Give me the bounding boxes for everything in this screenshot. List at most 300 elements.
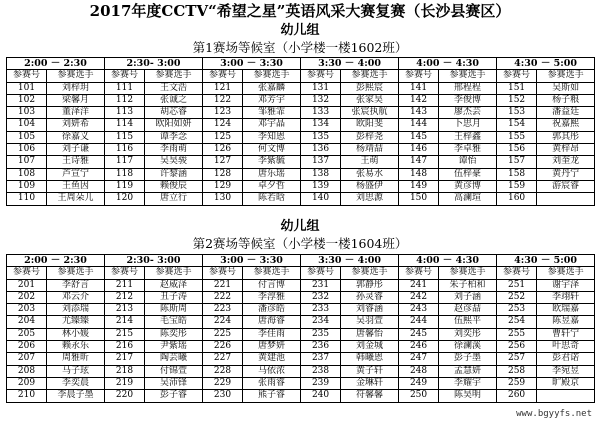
- contestant-number: 236: [301, 341, 341, 353]
- contestant-number: 202: [7, 291, 47, 303]
- contestant-number: 150: [399, 193, 439, 205]
- contestant-number: 252: [497, 291, 537, 303]
- number-column-header: 参赛号: [7, 267, 47, 279]
- contestant-name: 廖杰芸: [439, 107, 497, 119]
- contestant-number: 228: [203, 365, 243, 377]
- time-slot-header: 2:00 － 2:30: [7, 255, 105, 267]
- contestant-number: 215: [105, 328, 145, 340]
- schedule-table-1: [6, 57, 595, 206]
- contestant-name: 邢程程: [439, 82, 497, 94]
- contestant-name: 伍熙平: [439, 316, 497, 328]
- contestant-number: 255: [497, 328, 537, 340]
- contestant-number: 118: [105, 168, 145, 180]
- number-column-header: 参赛号: [497, 267, 537, 279]
- contestant-name: 赵彦喆: [439, 304, 497, 316]
- name-column-header: 参赛选手: [537, 70, 595, 82]
- table-row: [7, 131, 595, 143]
- group-heading-1: 幼儿组: [280, 23, 320, 38]
- contestant-name: 吴昊骏: [145, 156, 203, 168]
- contestant-name: 刘添瑞: [47, 304, 105, 316]
- contestant-number: 152: [497, 94, 537, 106]
- table-row: [7, 82, 595, 94]
- name-column-header: 参赛选手: [439, 70, 497, 82]
- contestant-number: 212: [105, 291, 145, 303]
- number-column-header: 参赛号: [301, 267, 341, 279]
- name-column-header: 参赛选手: [341, 70, 399, 82]
- time-slot-header: 4:30 － 5:00: [497, 255, 595, 267]
- table-row: [7, 353, 595, 365]
- table-row: [7, 156, 595, 168]
- number-column-header: 参赛号: [301, 70, 341, 82]
- name-column-header: 参赛选手: [145, 70, 203, 82]
- name-column-header: 参赛选手: [145, 267, 203, 279]
- contestant-number: 258: [497, 365, 537, 377]
- contestant-number: 207: [7, 353, 47, 365]
- contestant-number: 104: [7, 119, 47, 131]
- contestant-name: 李俊博: [439, 94, 497, 106]
- contestant-name: [537, 390, 595, 402]
- contestant-name: 李翊轩: [537, 291, 595, 303]
- time-slot-header: 2:30- 3:00: [105, 58, 203, 70]
- contestant-number: 155: [497, 131, 537, 143]
- contestant-number: 130: [203, 193, 243, 205]
- contestant-number: 209: [7, 377, 47, 389]
- contestant-name: 李晨子墨: [47, 390, 105, 402]
- contestant-name: 王周朵儿: [47, 193, 105, 205]
- contestant-number: 205: [7, 328, 47, 340]
- group-heading-2: 幼儿组: [280, 219, 320, 234]
- table-row: [7, 365, 595, 377]
- contestant-number: 234: [301, 316, 341, 328]
- contestant-number: 230: [203, 390, 243, 402]
- contestant-name: 陶芸曦: [145, 353, 203, 365]
- contestant-number: 248: [399, 365, 439, 377]
- contestant-name: 张雨睿: [243, 377, 301, 389]
- table-row: [7, 144, 595, 156]
- contestant-name: 马子玹: [47, 365, 105, 377]
- table-row: [7, 341, 595, 353]
- column-header-row: [7, 70, 595, 82]
- contestant-number: 140: [301, 193, 341, 205]
- contestant-name: 周雅昕: [47, 353, 105, 365]
- name-column-header: 参赛选手: [243, 267, 301, 279]
- contestant-name: 张家昊: [341, 94, 399, 106]
- contestant-number: 141: [399, 82, 439, 94]
- contestant-name: 潘益廷: [537, 107, 595, 119]
- contestant-number: 116: [105, 144, 145, 156]
- contestant-name: 孟慧妍: [439, 365, 497, 377]
- contestant-name: 卓夕哲: [243, 180, 301, 192]
- contestant-name: 唐梦妍: [243, 341, 301, 353]
- contestant-number: 235: [301, 328, 341, 340]
- name-column-header: 参赛选手: [47, 267, 105, 279]
- room-heading-1: 第1赛场等候室（小学楼一楼1602班）: [192, 40, 408, 55]
- contestant-number: 216: [105, 341, 145, 353]
- contestant-number: 226: [203, 341, 243, 353]
- contestant-number: 114: [105, 119, 145, 131]
- contestant-name: 付言博: [243, 279, 301, 291]
- time-slot-header: 2:00 － 2:30: [7, 58, 105, 70]
- contestant-name: 李淳雅: [243, 291, 301, 303]
- contestant-name: 唐馨怡: [341, 328, 399, 340]
- contestant-number: 245: [399, 328, 439, 340]
- contestant-number: 204: [7, 316, 47, 328]
- name-column-header: 参赛选手: [47, 70, 105, 82]
- contestant-name: 付锦萱: [145, 365, 203, 377]
- contestant-number: 133: [301, 107, 341, 119]
- contestant-name: 杨盛伊: [341, 180, 399, 192]
- contestant-name: 郭其彤: [537, 131, 595, 143]
- name-column-header: 参赛选手: [243, 70, 301, 82]
- contestant-name: 刘金城: [341, 341, 399, 353]
- contestant-number: 106: [7, 144, 47, 156]
- contestant-number: 219: [105, 377, 145, 389]
- contestant-name: 杨子粮: [537, 94, 595, 106]
- contestant-number: 129: [203, 180, 243, 192]
- time-slot-header: 4:00 － 4:30: [399, 255, 497, 267]
- contestant-number: 243: [399, 304, 439, 316]
- contestant-number: 214: [105, 316, 145, 328]
- contestant-number: 102: [7, 94, 47, 106]
- contestant-name: 刘子涵: [439, 291, 497, 303]
- contestant-number: 139: [301, 180, 341, 192]
- contestant-number: 131: [301, 82, 341, 94]
- number-column-header: 参赛号: [105, 70, 145, 82]
- contestant-name: 欧瑞嘉: [537, 304, 595, 316]
- contestant-number: 159: [497, 180, 537, 192]
- contestant-name: 王梓鑫: [439, 131, 497, 143]
- contestant-number: 240: [301, 390, 341, 402]
- contestant-number: 220: [105, 390, 145, 402]
- contestant-name: 林小媛: [47, 328, 105, 340]
- contestant-name: 李紫毓: [243, 156, 301, 168]
- contestant-name: 吴斯如: [537, 82, 595, 94]
- contestant-name: 何文博: [243, 144, 301, 156]
- contestant-name: 张诚之: [145, 94, 203, 106]
- table-row: [7, 107, 595, 119]
- contestant-name: 胡芯睿: [145, 107, 203, 119]
- contestant-number: 143: [399, 107, 439, 119]
- contestant-name: 张宸执航: [341, 107, 399, 119]
- contestant-name: 李宛昱: [537, 365, 595, 377]
- contestant-name: 刘睿涵: [341, 304, 399, 316]
- table-row: [7, 328, 595, 340]
- contestant-number: 108: [7, 168, 47, 180]
- contestant-number: 201: [7, 279, 47, 291]
- table-row: [7, 193, 595, 205]
- contestant-number: 122: [203, 94, 243, 106]
- contestant-name: 王诗雅: [47, 156, 105, 168]
- contestant-name: 刘奎龙: [537, 156, 595, 168]
- contestant-number: 132: [301, 94, 341, 106]
- column-header-row: [7, 267, 595, 279]
- contestant-number: 124: [203, 119, 243, 131]
- contestant-name: 尤臻臻: [47, 316, 105, 328]
- contestant-name: 王文浩: [145, 82, 203, 94]
- contestant-number: 225: [203, 328, 243, 340]
- contestant-number: 260: [497, 390, 537, 402]
- contestant-name: 李卓雅: [439, 144, 497, 156]
- contestant-number: 147: [399, 156, 439, 168]
- contestant-number: 119: [105, 180, 145, 192]
- contestant-number: 149: [399, 180, 439, 192]
- contestant-name: 李耀宇: [439, 377, 497, 389]
- contestant-number: 128: [203, 168, 243, 180]
- contestant-number: 117: [105, 156, 145, 168]
- number-column-header: 参赛号: [105, 267, 145, 279]
- contestant-number: 158: [497, 168, 537, 180]
- contestant-name: 邹雅霏: [243, 107, 301, 119]
- name-column-header: 参赛选手: [537, 267, 595, 279]
- contestant-number: 233: [301, 304, 341, 316]
- contestant-name: 谭怡: [439, 156, 497, 168]
- contestant-number: 222: [203, 291, 243, 303]
- contestant-name: 吴沛锋: [145, 377, 203, 389]
- contestant-name: 芦宣宁: [47, 168, 105, 180]
- contestant-name: 张易水: [341, 168, 399, 180]
- contestant-name: 徐澜溪: [439, 341, 497, 353]
- contestant-name: 邓芳宇: [243, 94, 301, 106]
- contestant-number: 144: [399, 119, 439, 131]
- contestant-name: 梁馨月: [47, 94, 105, 106]
- contestant-name: 唐海睿: [243, 316, 301, 328]
- contestant-name: 吴羽萱: [341, 316, 399, 328]
- table-row: [7, 291, 595, 303]
- number-column-header: 参赛号: [203, 70, 243, 82]
- contestant-number: 229: [203, 377, 243, 389]
- contestant-name: 李舒言: [47, 279, 105, 291]
- contestant-number: 253: [497, 304, 537, 316]
- contestant-name: 尹紫瑶: [145, 341, 203, 353]
- time-slot-header: 4:30 － 5:00: [497, 58, 595, 70]
- contestant-number: 121: [203, 82, 243, 94]
- contestant-name: 高澜瑄: [439, 193, 497, 205]
- contestant-number: 242: [399, 291, 439, 303]
- contestant-name: 许黎涵: [145, 168, 203, 180]
- contestant-number: 218: [105, 365, 145, 377]
- contestant-name: 郭静彤: [341, 279, 399, 291]
- contestant-name: 朱子柏和: [439, 279, 497, 291]
- contestant-number: 239: [301, 377, 341, 389]
- contestant-number: 115: [105, 131, 145, 143]
- time-slot-row: [7, 58, 595, 70]
- contestant-number: 109: [7, 180, 47, 192]
- contestant-number: 134: [301, 119, 341, 131]
- number-column-header: 参赛号: [399, 267, 439, 279]
- contestant-number: 257: [497, 353, 537, 365]
- time-slot-header: 3:00 － 3:30: [203, 58, 301, 70]
- contestant-number: 110: [7, 193, 47, 205]
- contestant-name: 潘彦皓: [243, 304, 301, 316]
- contestant-name: 陈斯周: [145, 304, 203, 316]
- contestant-number: 223: [203, 304, 243, 316]
- time-slot-header: 2:30- 3:00: [105, 255, 203, 267]
- contestant-name: 彭熙宸: [341, 82, 399, 94]
- contestant-name: 刘子谦: [47, 144, 105, 156]
- contestant-number: 137: [301, 156, 341, 168]
- contestant-name: 王萌: [341, 156, 399, 168]
- page-title: 2017年度CCTV“希望之星”英语风采大赛复赛（长沙县赛区）: [89, 2, 511, 20]
- contestant-number: 107: [7, 156, 47, 168]
- table-row: [7, 168, 595, 180]
- contestant-number: 145: [399, 131, 439, 143]
- contestant-name: 谭李念: [145, 131, 203, 143]
- contestant-number: 113: [105, 107, 145, 119]
- contestant-name: 游宸睿: [537, 180, 595, 192]
- contestant-name: 黄子轩: [341, 365, 399, 377]
- contestant-number: 105: [7, 131, 47, 143]
- contestant-number: 112: [105, 94, 145, 106]
- contestant-name: 祝嘉熙: [537, 119, 595, 131]
- contestant-name: 黄梓昂: [537, 144, 595, 156]
- contestant-number: 249: [399, 377, 439, 389]
- contestant-number: 224: [203, 316, 243, 328]
- contestant-number: 241: [399, 279, 439, 291]
- contestant-name: 董泽洋: [47, 107, 105, 119]
- time-slot-header: 3:00 － 3:30: [203, 255, 301, 267]
- contestant-number: 251: [497, 279, 537, 291]
- table-row: [7, 316, 595, 328]
- contestant-number: 135: [301, 131, 341, 143]
- contestant-name: 毛宝皓: [145, 316, 203, 328]
- contestant-name: 彭子睿: [145, 390, 203, 402]
- contestant-name: 黄彦博: [439, 180, 497, 192]
- contestant-name: 刘思源: [341, 193, 399, 205]
- contestant-name: 唐乐瑶: [243, 168, 301, 180]
- number-column-header: 参赛号: [399, 70, 439, 82]
- contestant-number: 213: [105, 304, 145, 316]
- contestant-name: 杨靖喆: [341, 144, 399, 156]
- contestant-name: 赖永乐: [47, 341, 105, 353]
- contestant-name: 卜思月: [439, 119, 497, 131]
- contestant-number: 250: [399, 390, 439, 402]
- contestant-name: 邓云介: [47, 291, 105, 303]
- contestant-number: 123: [203, 107, 243, 119]
- contestant-number: 254: [497, 316, 537, 328]
- table-row: [7, 377, 595, 389]
- contestant-number: 157: [497, 156, 537, 168]
- contestant-number: 138: [301, 168, 341, 180]
- contestant-number: 211: [105, 279, 145, 291]
- table-row: [7, 279, 595, 291]
- contestant-name: 熊子睿: [243, 390, 301, 402]
- contestant-name: 李奕晨: [47, 377, 105, 389]
- contestant-number: 203: [7, 304, 47, 316]
- contestant-number: 238: [301, 365, 341, 377]
- contestant-number: 231: [301, 279, 341, 291]
- contestant-name: 赵威泽: [145, 279, 203, 291]
- contestant-number: 103: [7, 107, 47, 119]
- contestant-number: 217: [105, 353, 145, 365]
- contestant-name: 彭子墨: [439, 353, 497, 365]
- contestant-number: 154: [497, 119, 537, 131]
- contestant-name: 陈昱嘉: [537, 316, 595, 328]
- contestant-name: 旷殿京: [537, 377, 595, 389]
- watermark: www.bgyyfs.net: [516, 409, 592, 419]
- number-column-header: 参赛号: [203, 267, 243, 279]
- time-slot-header: 3:30 － 4:00: [301, 58, 399, 70]
- contestant-number: 210: [7, 390, 47, 402]
- contestant-number: 247: [399, 353, 439, 365]
- schedule-table-2: [6, 254, 595, 403]
- contestant-name: 陈若晗: [243, 193, 301, 205]
- contestant-name: 彭君诺: [537, 353, 595, 365]
- contestant-name: 黄丹宁: [537, 168, 595, 180]
- contestant-name: 欧阳斐: [341, 119, 399, 131]
- contestant-name: 伍梓豪: [439, 168, 497, 180]
- contestant-number: 127: [203, 156, 243, 168]
- contestant-name: 韩曦恩: [341, 353, 399, 365]
- contestant-name: 黄建池: [243, 353, 301, 365]
- time-slot-header: 3:30 － 4:00: [301, 255, 399, 267]
- contestant-name: 刘梓玥: [47, 82, 105, 94]
- number-column-header: 参赛号: [497, 70, 537, 82]
- contestant-name: 李佳雨: [243, 328, 301, 340]
- contestant-number: 227: [203, 353, 243, 365]
- contestant-number: 232: [301, 291, 341, 303]
- contestant-name: 李雨萌: [145, 144, 203, 156]
- contestant-name: 丑子涛: [145, 291, 203, 303]
- contestant-number: 142: [399, 94, 439, 106]
- contestant-number: 153: [497, 107, 537, 119]
- contestant-name: 欧阳如妍: [145, 119, 203, 131]
- contestant-number: 160: [497, 193, 537, 205]
- contestant-name: 马依浓: [243, 365, 301, 377]
- contestant-name: 徐嘉义: [47, 131, 105, 143]
- contestant-number: 256: [497, 341, 537, 353]
- table-row: [7, 119, 595, 131]
- room-heading-2: 第2赛场等候室（小学楼一楼1604班）: [192, 236, 408, 251]
- table-row: [7, 304, 595, 316]
- contestant-name: 谢宇泽: [537, 279, 595, 291]
- contestant-name: 刘奕彤: [439, 328, 497, 340]
- contestant-number: 246: [399, 341, 439, 353]
- contestant-number: 151: [497, 82, 537, 94]
- contestant-name: 陈奕彤: [145, 328, 203, 340]
- contestant-number: 156: [497, 144, 537, 156]
- contestant-name: 王鱼因: [47, 180, 105, 192]
- contestant-name: 曹轩宁: [537, 328, 595, 340]
- contestant-number: 237: [301, 353, 341, 365]
- contestant-number: 111: [105, 82, 145, 94]
- contestant-name: 孙灵睿: [341, 291, 399, 303]
- table-row: [7, 180, 595, 192]
- contestant-number: 148: [399, 168, 439, 180]
- contestant-number: 136: [301, 144, 341, 156]
- contestant-number: 259: [497, 377, 537, 389]
- table-row: [7, 390, 595, 402]
- contestant-name: 刘妍希: [47, 119, 105, 131]
- table-row: [7, 94, 595, 106]
- contestant-name: [537, 193, 595, 205]
- name-column-header: 参赛选手: [341, 267, 399, 279]
- contestant-number: 120: [105, 193, 145, 205]
- contestant-name: 叶思奇: [537, 341, 595, 353]
- contestant-number: 221: [203, 279, 243, 291]
- contestant-number: 101: [7, 82, 47, 94]
- contestant-name: 陈昊明: [439, 390, 497, 402]
- contestant-number: 244: [399, 316, 439, 328]
- contestant-number: 208: [7, 365, 47, 377]
- contestant-name: 李知恩: [243, 131, 301, 143]
- contestant-name: 唐立行: [145, 193, 203, 205]
- contestant-number: 146: [399, 144, 439, 156]
- name-column-header: 参赛选手: [439, 267, 497, 279]
- contestant-name: 张嘉麟: [243, 82, 301, 94]
- contestant-number: 206: [7, 341, 47, 353]
- contestant-name: 邓宇晶: [243, 119, 301, 131]
- contestant-number: 126: [203, 144, 243, 156]
